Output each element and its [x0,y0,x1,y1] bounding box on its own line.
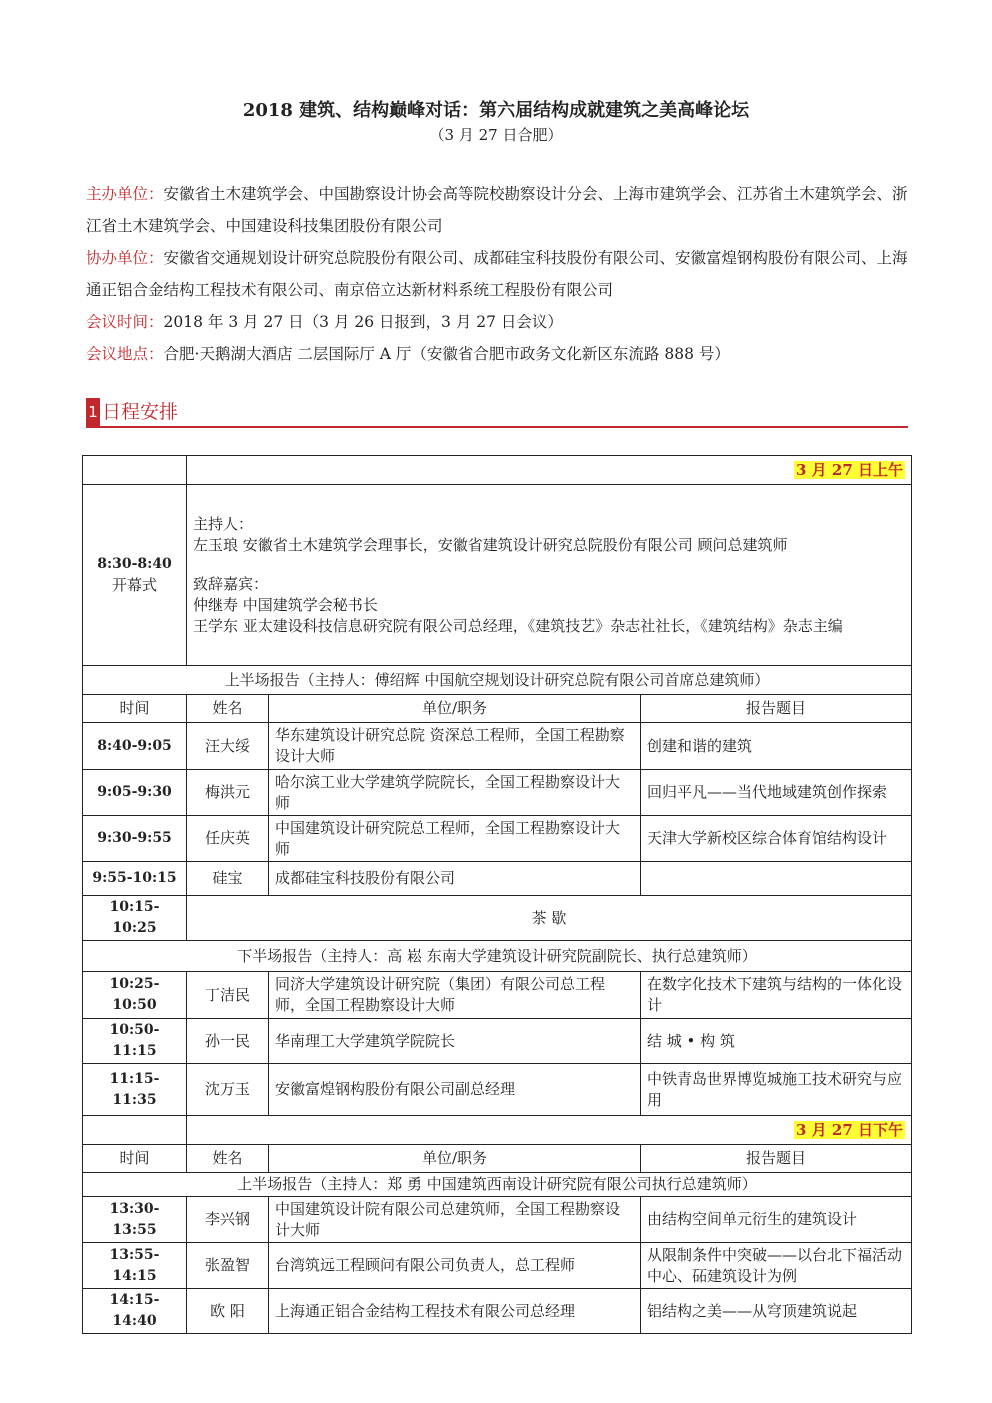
org-cell: 安徽富煌钢构股份有限公司副总经理 [269,1064,641,1116]
info-label: 会议地点： [86,345,164,363]
section-number: 1 [86,398,100,426]
col-header-time: 时间 [83,1145,187,1173]
opening-time-cell [83,485,187,666]
session-header-row [83,666,912,695]
table-row [83,972,912,1019]
meeting-location-info [86,338,910,370]
topic-cell: 创建和谐的建筑 [641,723,912,770]
page-title: 2018 建筑、结构巅峰对话：第六届结构成就建筑之美高峰论坛 [242,100,750,121]
opening-time: 8:30-8:40 [97,556,172,572]
col-header-topic: 报告题目 [641,1145,912,1173]
topic-cell: 回归平凡——当代地域建筑创作探索 [641,770,912,816]
session-header: 上半场报告（主持人：傅绍辉 中国航空规划设计研究总院有限公司首席总建筑师） [83,666,912,695]
table-row [83,1116,912,1145]
column-header-row [83,695,912,723]
org-cell: 成都硅宝科技股份有限公司 [269,862,641,896]
host-label: 主持人： [193,514,254,533]
opening-name: 开幕式 [111,576,157,594]
guests-label: 致辞嘉宾： [193,574,269,593]
guest-item: 仲继寿 中国建筑学会秘书长 [193,595,378,614]
topic-cell: 由结构空间单元衍生的建筑设计 [641,1197,912,1243]
org-cell: 上海通正铝合金结构工程技术有限公司总经理 [269,1289,641,1334]
morning-date: 3 月 27 日上午 [796,460,903,479]
table-row [83,1289,912,1334]
section-heading [86,398,908,428]
time-cell: 10:15-10:25 [83,896,187,941]
info-text: 合肥·天鹅湖大酒店 二层国际厅 A 厅（安徽省合肥市政务文化新区东流路 888 号） [163,345,730,363]
col-header-time: 时间 [83,695,187,723]
host-name: 左玉琅 安徽省土木建筑学会理事长，安徽省建筑设计研究总院股份有限公司 顾问总建筑师 [193,535,788,554]
info-text: 安徽省土木建筑学会、中国勘察设计协会高等院校勘察设计分会、上海市建筑学会、江苏省土木建筑学会、浙江省土木建筑学会、中国建设科技集团股份有限公司 [86,185,908,235]
col-header-name: 姓名 [187,1145,269,1173]
tea-break-label: 茶 歇 [187,896,912,941]
time-cell: 9:30-9:55 [83,816,187,862]
schedule-table [82,455,912,1334]
opening-detail-cell [187,485,912,666]
col-header-org: 单位/职务 [269,1145,641,1173]
speaker-cell: 梅洪元 [187,770,269,816]
session-header: 下半场报告（主持人：高 崧 东南大学建筑设计研究院副院长、执行总建筑师） [83,941,912,972]
info-text: 2018 年 3 月 27 日（3 月 26 日报到，3 月 27 日会议） [163,313,563,331]
afternoon-date: 3 月 27 日下午 [796,1120,903,1139]
table-cell [83,1116,187,1145]
opening-row [83,485,912,666]
org-cell: 台湾筑远工程顾问有限公司负责人，总工程师 [269,1243,641,1289]
topic-cell: 中铁青岛世界博览城施工技术研究与应用 [641,1064,912,1116]
speaker-cell: 沈万玉 [187,1064,269,1116]
date-cell [187,1116,912,1145]
time-cell: 9:55-10:15 [83,862,187,896]
time-cell: 8:40-9:05 [83,723,187,770]
org-cell: 中国建筑设计院有限公司总建筑师，全国工程勘察设计大师 [269,1197,641,1243]
table-row [83,456,912,485]
table-cell [83,456,187,485]
co-organizer-info [86,242,910,306]
date-cell [187,456,912,485]
speaker-cell: 任庆英 [187,816,269,862]
table-row [83,1197,912,1243]
org-cell: 华南理工大学建筑学院院长 [269,1019,641,1064]
table-row [83,770,912,816]
topic-cell [641,862,912,896]
col-header-topic: 报告题目 [641,695,912,723]
time-cell: 10:50-11:15 [83,1019,187,1064]
table-row [83,723,912,770]
topic-cell: 结 城 • 构 筑 [641,1019,912,1064]
time-cell: 13:30-13:55 [83,1197,187,1243]
session-header: 上半场报告（主持人：郑 勇 中国建筑西南设计研究院有限公司执行总建筑师） [83,1173,912,1197]
col-header-name: 姓名 [187,695,269,723]
time-cell: 10:25-10:50 [83,972,187,1019]
time-cell: 13:55-14:15 [83,1243,187,1289]
speaker-cell: 李兴钢 [187,1197,269,1243]
speaker-cell: 张盈智 [187,1243,269,1289]
col-header-org: 单位/职务 [269,695,641,723]
time-cell: 9:05-9:30 [83,770,187,816]
topic-cell: 铝结构之美——从穹顶建筑说起 [641,1289,912,1334]
info-label: 会议时间： [86,313,164,331]
info-label: 协办单位： [86,249,164,267]
org-cell: 同济大学建筑设计研究院（集团）有限公司总工程师，全国工程勘察设计大师 [269,972,641,1019]
table-row [83,862,912,896]
session-header-row [83,941,912,972]
table-row [83,816,912,862]
organizer-info [86,178,910,242]
tea-break-row [83,896,912,941]
topic-cell: 在数字化技术下建筑与结构的一体化设计 [641,972,912,1019]
topic-cell: 从限制条件中突破——以台北下福活动中心、砳建筑设计为例 [641,1243,912,1289]
guest-item: 王学东 亚太建设科技信息研究院有限公司总经理，《建筑技艺》杂志社社长，《建筑结构》杂志主编 [193,616,843,635]
table-row [83,1019,912,1064]
section-title: 日程安排 [102,401,179,423]
column-header-row [83,1145,912,1173]
speaker-cell: 硅宝 [187,862,269,896]
org-cell: 华东建筑设计研究总院 资深总工程师，全国工程勘察设计大师 [269,723,641,770]
org-cell: 中国建筑设计研究院总工程师，全国工程勘察设计大师 [269,816,641,862]
session-header-row [83,1173,912,1197]
org-cell: 哈尔滨工业大学建筑学院院长，全国工程勘察设计大师 [269,770,641,816]
meeting-time-info [86,306,910,338]
table-row [83,1064,912,1116]
speaker-cell: 欧 阳 [187,1289,269,1334]
speaker-cell: 丁洁民 [187,972,269,1019]
time-cell: 14:15-14:40 [83,1289,187,1334]
info-text: 安徽省交通规划设计研究总院股份有限公司、成都硅宝科技股份有限公司、安徽富煌钢构股份有限公司、上海通正铝合金结构工程技术有限公司、南京倍立达新材料系统工程股份有限公司 [86,249,908,299]
info-label: 主办单位： [86,185,164,203]
time-cell: 11:15-11:35 [83,1064,187,1116]
page-subtitle: （3 月 27 日合肥） [429,126,563,144]
topic-cell: 天津大学新校区综合体育馆结构设计 [641,816,912,862]
speaker-cell: 汪大绥 [187,723,269,770]
table-row [83,1243,912,1289]
speaker-cell: 孙一民 [187,1019,269,1064]
